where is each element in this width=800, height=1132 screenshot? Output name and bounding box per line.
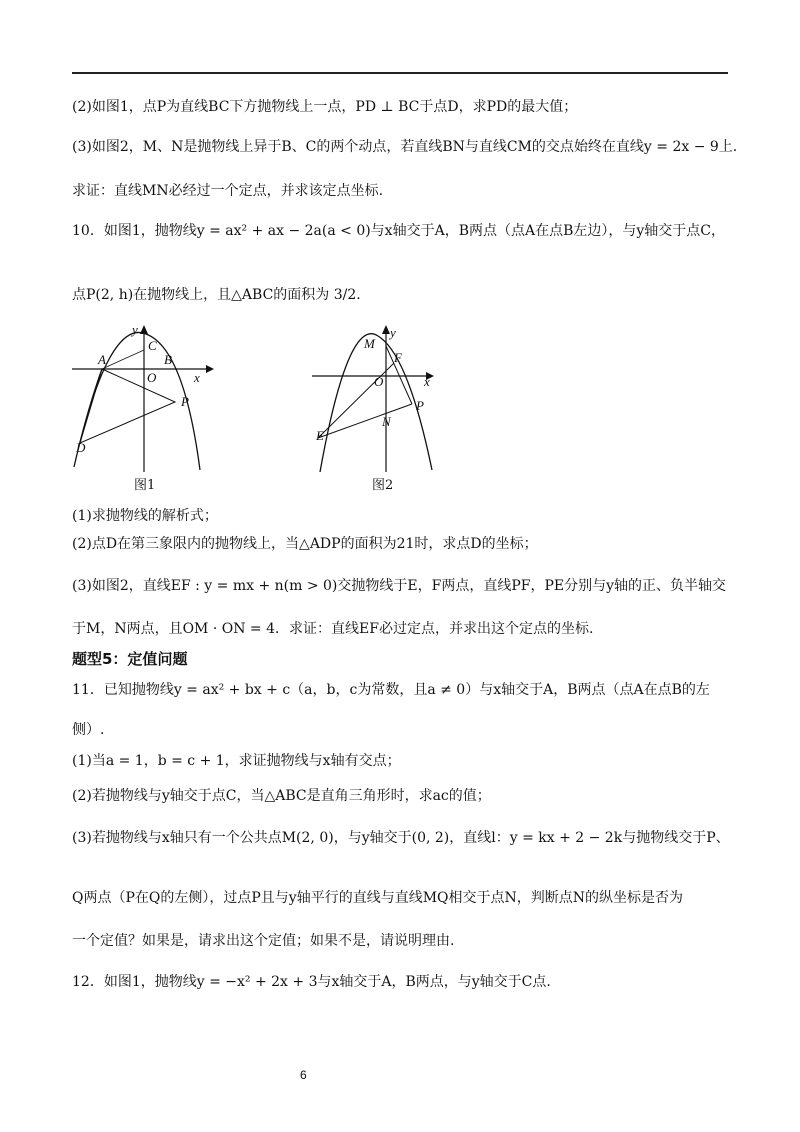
q11-stem-cont: 侧）.: [72, 722, 105, 738]
fig2-label-N: N: [382, 414, 391, 429]
q10-stem-cont: 点P(2, h)在抛物线上，且△ABC的面积为 3/2.: [72, 287, 361, 303]
fig2-label-x: x: [424, 374, 430, 389]
q10-part1: (1)求抛物线的解析式；: [72, 508, 218, 524]
fig2-label-y: y: [390, 325, 396, 340]
q11-part3-cont: Q两点（P在Q的左侧），过点P且与y轴平行的直线与直线MQ相交于点N，判断点N的纵坐标是否为: [72, 890, 684, 906]
fig1-label-x: x: [194, 370, 200, 385]
fig1-label-O: O: [147, 370, 157, 385]
q12-stem: 12．如图1，抛物线y = −x² + 2x + 3与x轴交于A，B两点，与y轴交于C点.: [72, 974, 551, 990]
figure-2-caption: 图2: [372, 478, 394, 493]
q10-stem: 10．如图1，抛物线y = ax² + ax − 2a(a < 0)与x轴交于A，B两点（点A在点B左边），与y轴交于点C，: [72, 223, 725, 239]
fig1-label-D: D: [76, 440, 86, 455]
fig1-label-P: P: [181, 394, 189, 409]
page-number: 6: [300, 1068, 307, 1082]
q11-part1: (1)当a = 1，b = c + 1，求证抛物线与x轴有交点；: [72, 753, 401, 769]
header-rule: [72, 72, 728, 74]
fig1-label-A: A: [98, 352, 106, 367]
q10-part2: (2)点D在第三象限内的抛物线上，当△ADP的面积为21时，求点D的坐标；: [72, 536, 538, 552]
fig1-label-y: y: [132, 322, 138, 337]
fig2-label-F: F: [394, 350, 402, 365]
fig2-label-O: O: [374, 374, 384, 389]
fig2-label-P: P: [416, 398, 424, 413]
q11-part2: (2)若抛物线与y轴交于点C，当△ABC是直角三角形时，求ac的值；: [72, 788, 491, 804]
q9-part3: (3)如图2，M、N是抛物线上异于B、C的两个动点，若直线BN与直线CM的交点始终在直线y = 2x − 9上.: [72, 139, 738, 155]
fig2-label-M: M: [364, 336, 375, 351]
q11-part3: (3)若抛物线与x轴只有一个公共点M(2, 0)，与y轴交于(0, 2)，直线l：y = kx + 2 − 2k与抛物线交于P、: [72, 830, 730, 846]
section-heading: 题型5：定值问题: [72, 650, 188, 668]
fig1-label-C: C: [148, 338, 157, 353]
q11-part3-end: 一个定值？如果是，请求出这个定值；如果不是，请说明理由.: [72, 933, 455, 949]
figure-2: [308, 322, 458, 476]
q9-proof: 求证：直线MN必经过一个定点，并求该定点坐标.: [72, 183, 384, 199]
fig2-label-E: E: [316, 428, 324, 443]
figure-1: [68, 322, 218, 476]
fig1-label-B: B: [164, 352, 172, 367]
q9-part2: (2)如图1，点P为直线BC下方抛物线上一点，PD ⊥ BC于点D，求PD的最大值；: [72, 99, 578, 115]
q10-part3: (3)如图2，直线EF : y = mx + n(m > 0)交抛物线于E，F两点，直线PF，PE分别与y轴的正、负半轴交: [72, 578, 726, 594]
q11-stem: 11．已知抛物线y = ax² + bx + c（a，b，c为常数，且a ≠ 0）与x轴交于A，B两点（点A在点B的左: [72, 682, 710, 698]
figure-1-caption: 图1: [134, 478, 156, 493]
q10-part3-cont: 于M，N两点，且OM · ON = 4．求证：直线EF必过定点，并求出这个定点的坐标.: [72, 621, 594, 637]
